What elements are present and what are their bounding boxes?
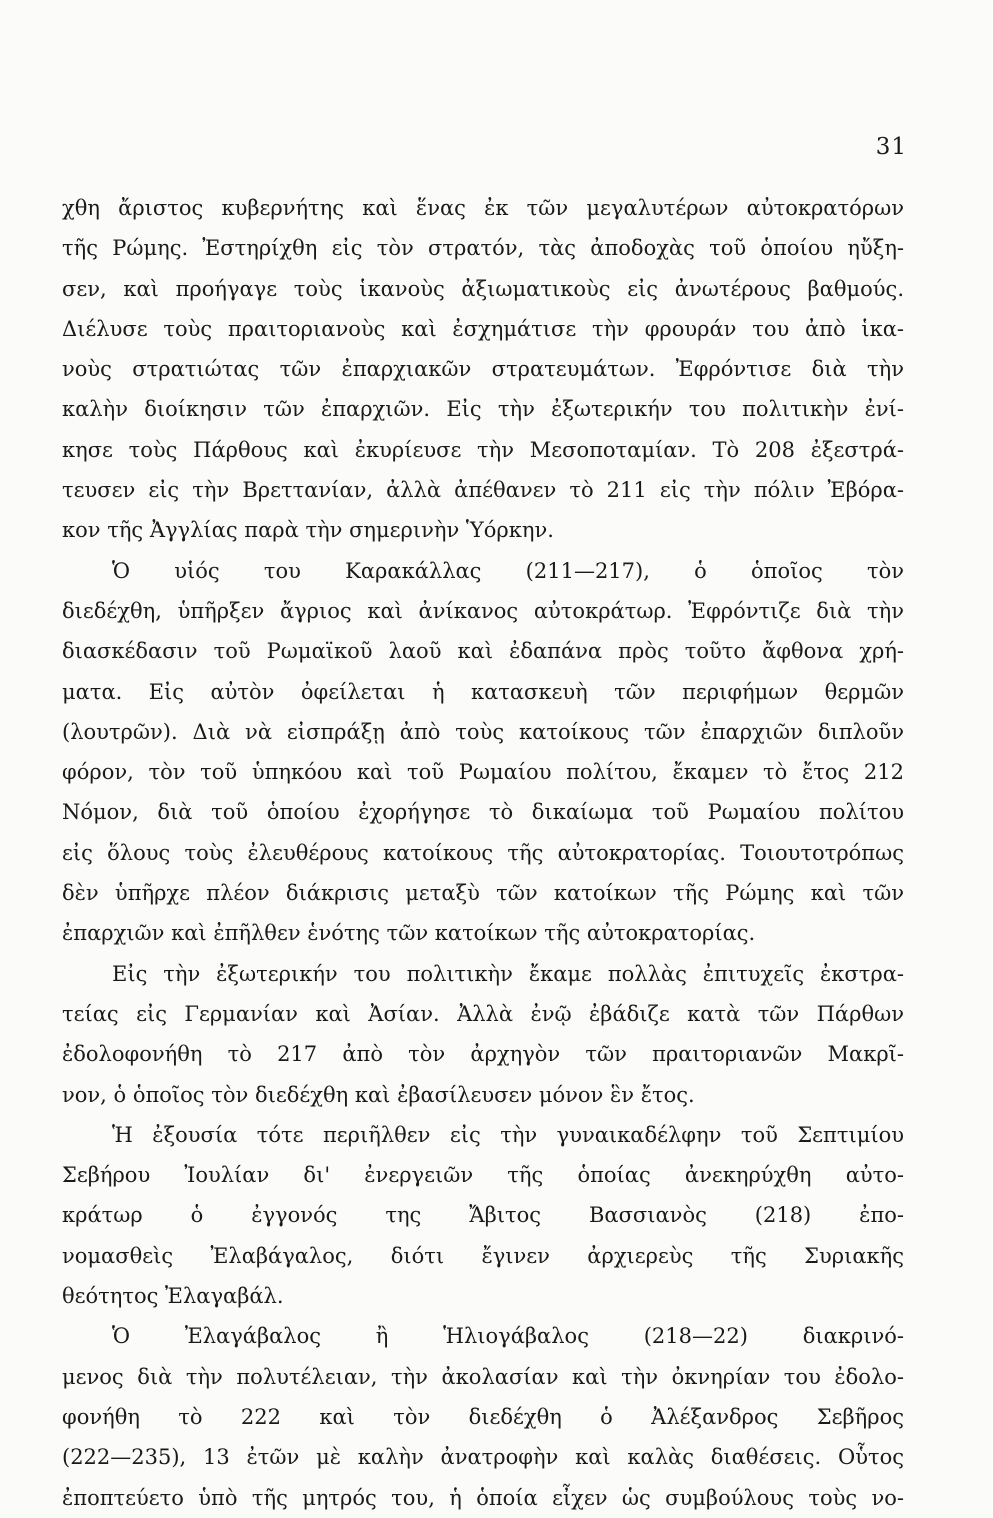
- text-line: κον τῆς Ἀγγλίας παρὰ τὴν σημερινὴν Ὑόρκην.: [62, 518, 554, 543]
- text-line: νοὺς στρατιώτας τῶν ἐπαρχιακῶν στρατευμάτων. Ἐφρόντισε διὰ τὴν: [62, 357, 904, 382]
- text-line: φονήθη τὸ 222 καὶ τὸν διεδέχθη ὁ Ἀλέξανδρος Σεβῆρος: [62, 1404, 904, 1429]
- text-line: ἐποπτεύετο ὑπὸ τῆς μητρός του, ἡ ὁποία εἶχεν ὡς συμβούλους τοὺς νο-: [62, 1485, 904, 1510]
- text-line: διεδέχθη, ὑπῆρξεν ἄγριος καὶ ἀνίκανος αὐτοκράτωρ. Ἐφρόντιζε διὰ τὴν: [62, 598, 904, 623]
- text-line: χθη ἄριστος κυβερνήτης καὶ ἕνας ἐκ τῶν μεγαλυτέρων αὐτοκρατόρων: [62, 196, 904, 220]
- text-line: κησε τοὺς Πάρθους καὶ ἐκυρίευσε τὴν Μεσοποταμίαν. Τὸ 208 ἐξεστρά-: [62, 437, 904, 462]
- text-line: τευσεν εἰς τὴν Βρεττανίαν, ἀλλὰ ἀπέθανεν τὸ 211 εἰς τὴν πόλιν Ἐβόρα-: [62, 478, 904, 503]
- text-line: Ὁ υἱός του Καρακάλλας (211—217), ὁ ὁποῖος τὸν: [112, 558, 904, 583]
- text-line: κράτωρ ὁ ἐγγονός της Ἄβιτος Βασσιανὸς (218) ἐπο-: [62, 1203, 904, 1228]
- text-line: καλὴν διοίκησιν τῶν ἐπαρχιῶν. Εἰς τὴν ἐξωτερικήν του πολιτικὴν ἐνί-: [62, 397, 904, 422]
- text-line: νομασθεὶς Ἐλαβάγαλος, διότι ἔγινεν ἀρχιερεὺς τῆς Συριακῆς: [62, 1243, 904, 1268]
- text-line: νον, ὁ ὁποῖος τὸν διεδέχθη καὶ ἐβασίλευσεν μόνον ἓν ἔτος.: [62, 1082, 695, 1107]
- text-line: Σεβήρου Ἰουλίαν δι' ἐνεργειῶν τῆς ὁποίας ἀνεκηρύχθη αὐτο-: [62, 1163, 904, 1188]
- text-line: θεότητος Ἐλαγαβάλ.: [62, 1284, 284, 1309]
- text-line: Ὁ Ἐλαγάβαλος ἢ Ἡλιογάβαλος (218—22) διακρινό-: [112, 1324, 904, 1349]
- text-line: (222—235), 13 ἐτῶν μὲ καλὴν ἀνατροφὴν καὶ καλὰς διαθέσεις. Οὗτος: [62, 1445, 904, 1470]
- text-line: εἰς ὅλους τοὺς ἐλευθέρους κατοίκους τῆς αὐτοκρατορίας. Τοιουτοτρόπως: [62, 840, 904, 865]
- text-line: ματα. Εἰς αὐτὸν ὀφείλεται ἡ κατασκευὴ τῶν περιφήμων θερμῶν: [62, 679, 904, 704]
- text-line: Διέλυσε τοὺς πραιτοριανοὺς καὶ ἐσχημάτισε τὴν φρουράν του ἀπὸ ἱκα-: [62, 316, 904, 341]
- text-line: ἐδολοφονήθη τὸ 217 ἀπὸ τὸν ἀρχηγὸν τῶν πραιτοριανῶν Μακρῖ-: [62, 1042, 904, 1067]
- text-line: φόρον, τὸν τοῦ ὑπηκόου καὶ τοῦ Ρωμαίου πολίτου, ἔκαμεν τὸ ἔτος 212: [62, 760, 904, 785]
- text-line: δὲν ὑπῆρχε πλέον διάκρισις μεταξὺ τῶν κατοίκων τῆς Ρώμης καὶ τῶν: [62, 881, 904, 906]
- text-line: Εἰς τὴν ἐξωτερικήν του πολιτικὴν ἔκαμε πολλὰς ἐπιτυχεῖς ἐκστρα-: [112, 961, 904, 986]
- text-line: σεν, καὶ προήγαγε τοὺς ἱκανοὺς ἀξιωματικοὺς εἰς ἀνωτέρους βαθμούς.: [62, 276, 904, 301]
- body-text: [62, 188, 904, 1518]
- page-number: 31: [875, 134, 907, 160]
- text-line: μενος διὰ τὴν πολυτέλειαν, τὴν ἀκολασίαν καὶ τὴν ὀκνηρίαν του ἐδολο-: [62, 1364, 904, 1389]
- text-line: τῆς Ρώμης. Ἐστηρίχθη εἰς τὸν στρατόν, τὰς ἀποδοχὰς τοῦ ὁποίου ηὔξη-: [62, 236, 904, 261]
- text-line: ἐπαρχιῶν καὶ ἐπῆλθεν ἑνότης τῶν κατοίκων τῆς αὐτοκρατορίας.: [62, 921, 756, 946]
- text-line: Νόμον, διὰ τοῦ ὁποίου ἐχορήγησε τὸ δικαίωμα τοῦ Ρωμαίου πολίτου: [62, 800, 904, 825]
- text-line: (λουτρῶν). Διὰ νὰ εἰσπράξῃ ἀπὸ τοὺς κατοίκους τῶν ἐπαρχιῶν διπλοῦν: [62, 719, 904, 744]
- text-line: Ἡ ἐξουσία τότε περιῆλθεν εἰς τὴν γυναικαδέλφην τοῦ Σεπτιμίου: [112, 1122, 904, 1147]
- text-line: τείας εἰς Γερμανίαν καὶ Ἀσίαν. Ἀλλὰ ἐνῷ ἐβάδιζε κατὰ τῶν Πάρθων: [62, 1001, 904, 1026]
- text-line: διασκέδασιν τοῦ Ρωμαϊκοῦ λαοῦ καὶ ἐδαπάνα πρὸς τοῦτο ἄφθονα χρή-: [62, 639, 904, 664]
